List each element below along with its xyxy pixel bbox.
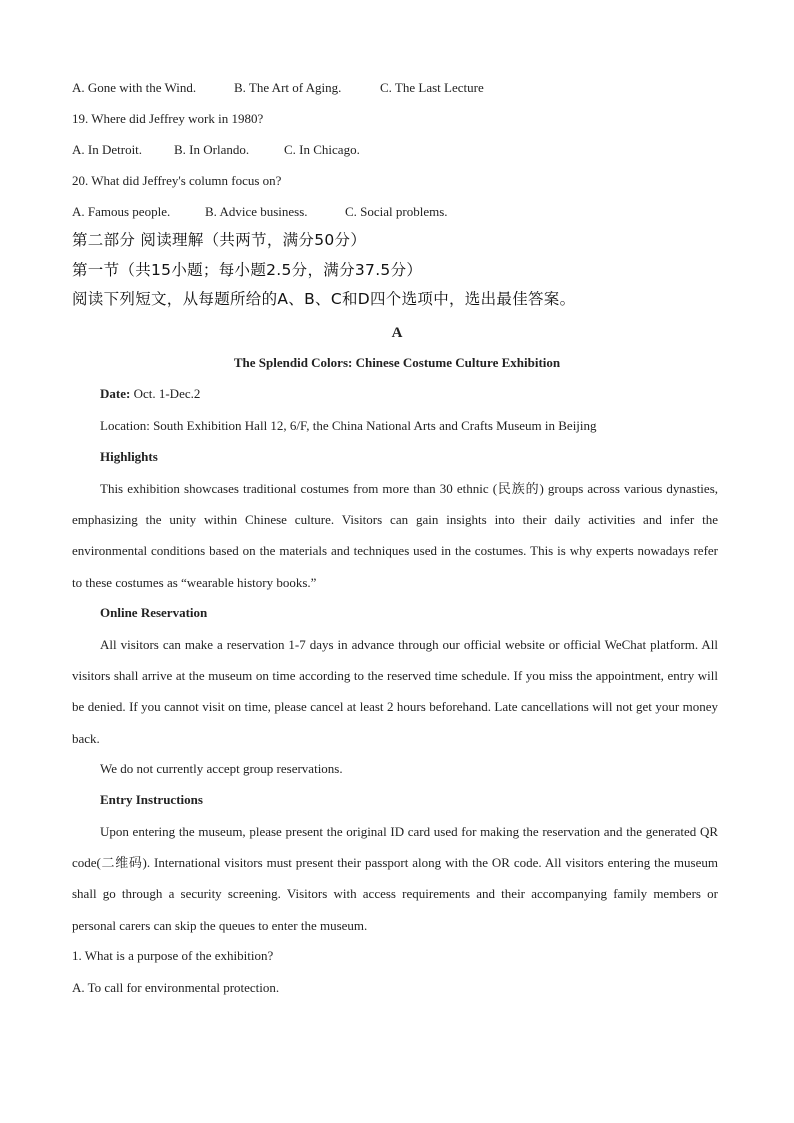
q20-options (72, 204, 448, 220)
part2-title: 第二部分 阅读理解（共两节，满分50分） (72, 231, 367, 249)
date-value: Oct. 1-Dec.2 (133, 386, 201, 401)
group-reservation-note: We do not currently accept group reservations. (100, 761, 343, 776)
highlights-heading: Highlights (100, 449, 158, 464)
entry-paragraph: Upon entering the museum, please present the original ID card used for making the reservation and the generated QR code(二维码). International visitors must present their passport along with the OR code. All visitors entering the museum shall go through a security screening. Visitors with access requirements and their accompanying family members or personal carers can skip the queues to enter the museum. (72, 824, 718, 933)
q19-option-b: B. In Orlando. (174, 142, 250, 157)
passage-letter: A (391, 325, 403, 341)
q18-option-a: A. Gone with the Wind. (72, 80, 197, 95)
reservation-heading: Online Reservation (100, 605, 208, 620)
date-line (100, 386, 200, 402)
entry-heading: Entry Instructions (100, 792, 203, 807)
q18-options (72, 80, 484, 96)
q19-option-c: C. In Chicago. (284, 142, 360, 157)
highlights-paragraph: This exhibition showcases traditional costumes from more than 30 ethnic (民族的) groups across various dynasties, emphasizing the unity within Chinese culture. Visitors can gain insights into their daily activities and infer the environmental conditions based on the materials and techniques used in the costumes. This is why experts nowadays refer to these costumes as “wearable history books.” (72, 481, 718, 590)
q20-option-a: A. Famous people. (72, 204, 171, 219)
q1-option-a: A. To call for environmental protection. (72, 980, 280, 995)
location-line: Location: South Exhibition Hall 12, 6/F, the China National Arts and Crafts Museum in Beijing (100, 418, 597, 433)
q18-option-b: B. The Art of Aging. (234, 80, 342, 95)
q19-stem: 19. Where did Jeffrey work in 1980? (72, 111, 264, 126)
passage-title: The Splendid Colors: Chinese Costume Culture Exhibition (233, 355, 561, 370)
q1-stem: 1. What is a purpose of the exhibition? (72, 948, 274, 963)
q20-option-b: B. Advice business. (205, 204, 308, 219)
reservation-paragraph: All visitors can make a reservation 1-7 days in advance through our official website or official WeChat platform. All visitors shall arrive at the museum on time according to the reserved time schedule. If you miss the appointment, entry will be denied. If you cannot visit on time, please cancel at least 2 hours beforehand. Late cancellations will not get your money back. (72, 637, 718, 746)
q18-option-c: C. The Last Lecture (380, 80, 484, 95)
date-label: Date: (100, 386, 131, 401)
q19-option-a: A. In Detroit. (72, 142, 143, 157)
q19-options (72, 142, 360, 158)
q20-option-c: C. Social problems. (345, 204, 448, 219)
section1-title: 第一节（共15小题；每小题2.5分，满分37.5分） (72, 261, 423, 279)
q20-stem: 20. What did Jeffrey's column focus on? (72, 173, 282, 188)
reading-instruction: 阅读下列短文，从每题所给的A、B、C和D四个选项中，选出最佳答案。 (72, 290, 576, 308)
